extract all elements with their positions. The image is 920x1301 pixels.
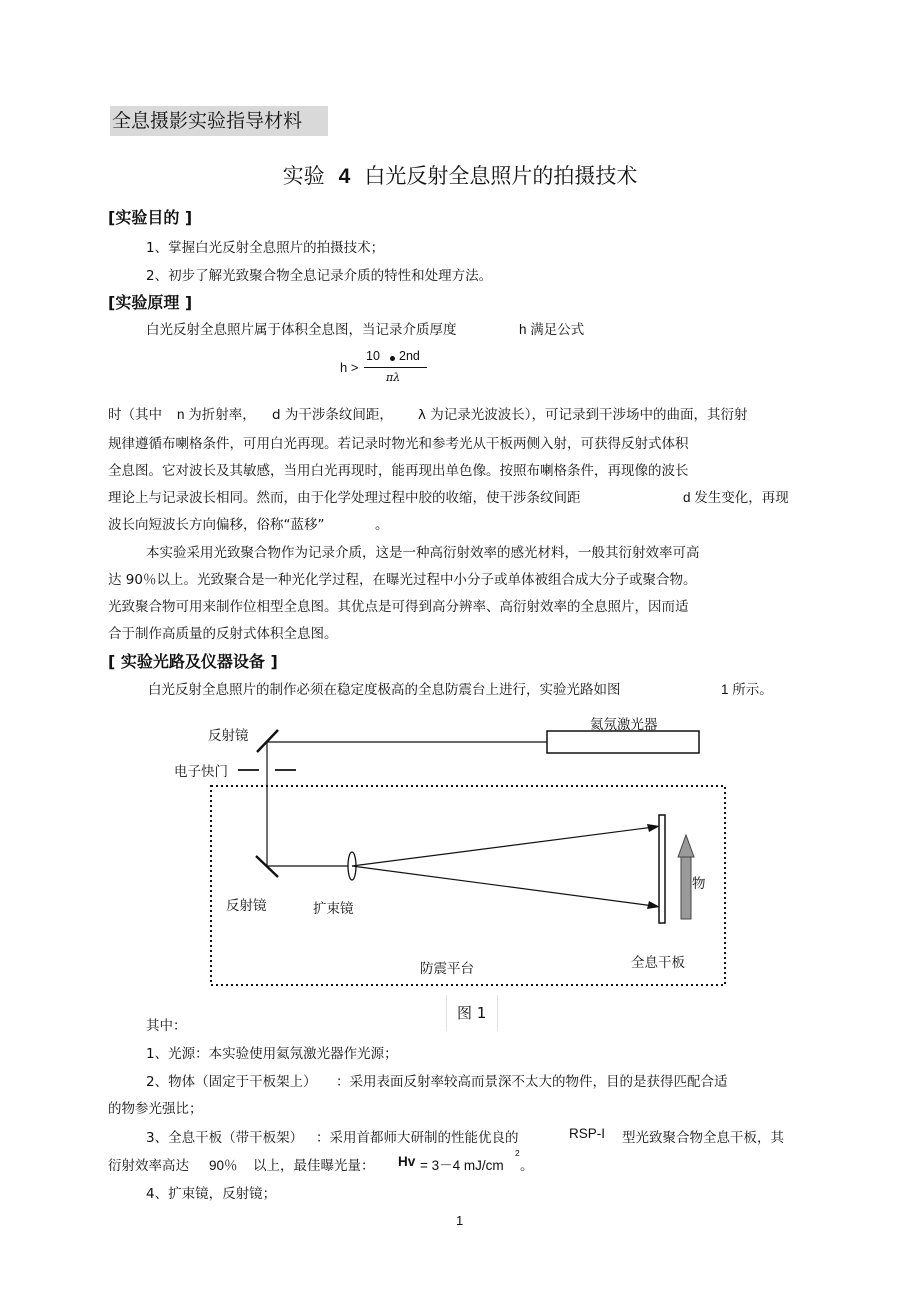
principle-p1-line4-b: d 发生变化，再现 bbox=[683, 490, 789, 505]
note-3-sup: 2 bbox=[515, 1148, 520, 1158]
note-3-g: 以上，最佳曝光量： bbox=[253, 1158, 375, 1174]
laser-body bbox=[547, 731, 699, 753]
note-3-j: 。 bbox=[520, 1158, 534, 1174]
title-number: 4 bbox=[338, 165, 351, 188]
note-2-c: 的物参光强比； bbox=[108, 1101, 203, 1117]
holographic-plate bbox=[659, 815, 665, 923]
label-platform: 防震平台 bbox=[420, 961, 474, 977]
beam-upper bbox=[352, 827, 654, 866]
note-3-d: 型光致聚合物全息干板，其 bbox=[622, 1130, 784, 1146]
principle-p1-line1-c: d 为干涉条纹间距， bbox=[272, 407, 393, 423]
principle-p2-line1: 本实验采用光致聚合物作为记录介质，这是一种高衍射效率的感光材料，一般其衍射效率可高 bbox=[146, 545, 700, 561]
formula-den: πλ bbox=[386, 371, 401, 384]
principle-p1-line5-a: 波长向短波长方向偏移，俗称“蓝移” bbox=[108, 517, 325, 533]
figure-caption: 图 1 bbox=[457, 1004, 487, 1022]
note-3-b: ：采用首都师大研制的性能优良的 bbox=[316, 1130, 519, 1146]
label-shutter: 电子快门 bbox=[174, 764, 228, 780]
principle-p1-line1-d: λ 为记录光波波长），可记录到干涉场中的曲面，其衍射 bbox=[418, 407, 748, 423]
note-2-b: ：采用表面反射率较高而景深不太大的物件，目的是获得匹配合适 bbox=[336, 1074, 728, 1090]
arrowhead-upper bbox=[647, 824, 660, 832]
setup-intro: 白光反射全息照片的制作必须在稳定度极高的全息防震台上进行，实验光路如图 bbox=[148, 682, 621, 698]
note-4: 4、扩束镜，反射镜； bbox=[146, 1186, 277, 1202]
label-object: 物 bbox=[692, 876, 706, 892]
principle-p2-line3: 光致聚合物可用来制作位相型全息图。其优点是可得到高分辨率、高衍射效率的全息照片，因而适 bbox=[108, 599, 689, 615]
note-3-c: RSP-I bbox=[569, 1126, 606, 1141]
principle-intro: 白光反射全息照片属于体积全息图，当记录介质厚度 bbox=[146, 322, 457, 338]
notes-intro: 其中： bbox=[146, 1018, 187, 1034]
label-plate: 全息干板 bbox=[631, 955, 685, 971]
formula-num-b: 2nd bbox=[399, 349, 420, 363]
title-text: 白光反射全息照片的拍摄技术 bbox=[364, 164, 638, 188]
section-heading-purpose: [实验目的 ] bbox=[108, 208, 193, 227]
note-1: 1、光源：本实验使用氦氖激光器作光源； bbox=[146, 1046, 398, 1062]
note-3-e: 衍射效率高达 bbox=[108, 1158, 189, 1174]
principle-p1-line5-b: 。 bbox=[375, 517, 389, 533]
principle-p1-line4-a: 理论上与记录波长相同。然而，由于化学处理过程中胶的收缩，使干涉条纹间距 bbox=[108, 490, 581, 506]
label-laser: 氦氖激光器 bbox=[590, 717, 658, 733]
purpose-item-1: 1、掌握白光反射全息照片的拍摄技术； bbox=[146, 240, 385, 256]
formula-num-a: 10 bbox=[366, 349, 380, 363]
page-number: 1 bbox=[456, 1213, 464, 1228]
note-3-f: 90％ bbox=[209, 1158, 238, 1173]
formula-lhs: h > bbox=[340, 360, 359, 375]
section-heading-setup: [ 实验光路及仪器设备 ] bbox=[108, 652, 278, 671]
principle-p1-line1-b: n 为折射率， bbox=[177, 407, 256, 422]
beam-lower bbox=[352, 866, 654, 906]
principle-p2-line4: 合于制作高质量的反射式体积全息图。 bbox=[108, 626, 338, 642]
section-heading-principle: [实验原理 ] bbox=[108, 293, 193, 312]
purpose-item-2: 2、初步了解光致聚合物全息记录介质的特性和处理方法。 bbox=[146, 268, 493, 284]
document-header: 全息摄影实验指导材料 bbox=[110, 106, 328, 136]
principle-intro-h: h 满足公式 bbox=[519, 322, 585, 337]
note-3-i: = 3－4 mJ/cm bbox=[420, 1158, 504, 1173]
label-mirror-bottom: 反射镜 bbox=[226, 898, 267, 914]
arrowhead-lower bbox=[647, 901, 660, 909]
principle-p1-line2: 规律遵循布喇格条件，可用白光再现。若记录时物光和参考光从干板两侧入射，可获得反射式体积 bbox=[108, 436, 689, 452]
note-3-h: Hv bbox=[398, 1154, 416, 1169]
note-2-a: 2、物体（固定于干板架上） bbox=[146, 1074, 317, 1090]
note-3-a: 3、全息干板（带干板架） bbox=[146, 1130, 304, 1146]
title-prefix: 实验 bbox=[282, 164, 325, 188]
label-expander: 扩束镜 bbox=[313, 901, 354, 917]
object-arrow-body bbox=[681, 857, 691, 919]
principle-p1-line3: 全息图。它对波长及其敏感，当用白光再现时，能再现出单色像。按照布喇格条件，再现像的波长 bbox=[108, 463, 689, 479]
principle-p2-line2: 达 90％以上。光致聚合是一种光化学过程，在曝光过程中小分子或单体被组合成大分子或聚合物。 bbox=[108, 572, 697, 588]
setup-intro-b: 1 所示。 bbox=[721, 682, 773, 697]
object-arrow-head bbox=[678, 835, 694, 857]
principle-p1-line1-a: 时（其中 bbox=[108, 407, 162, 423]
label-mirror-top: 反射镜 bbox=[208, 728, 249, 744]
